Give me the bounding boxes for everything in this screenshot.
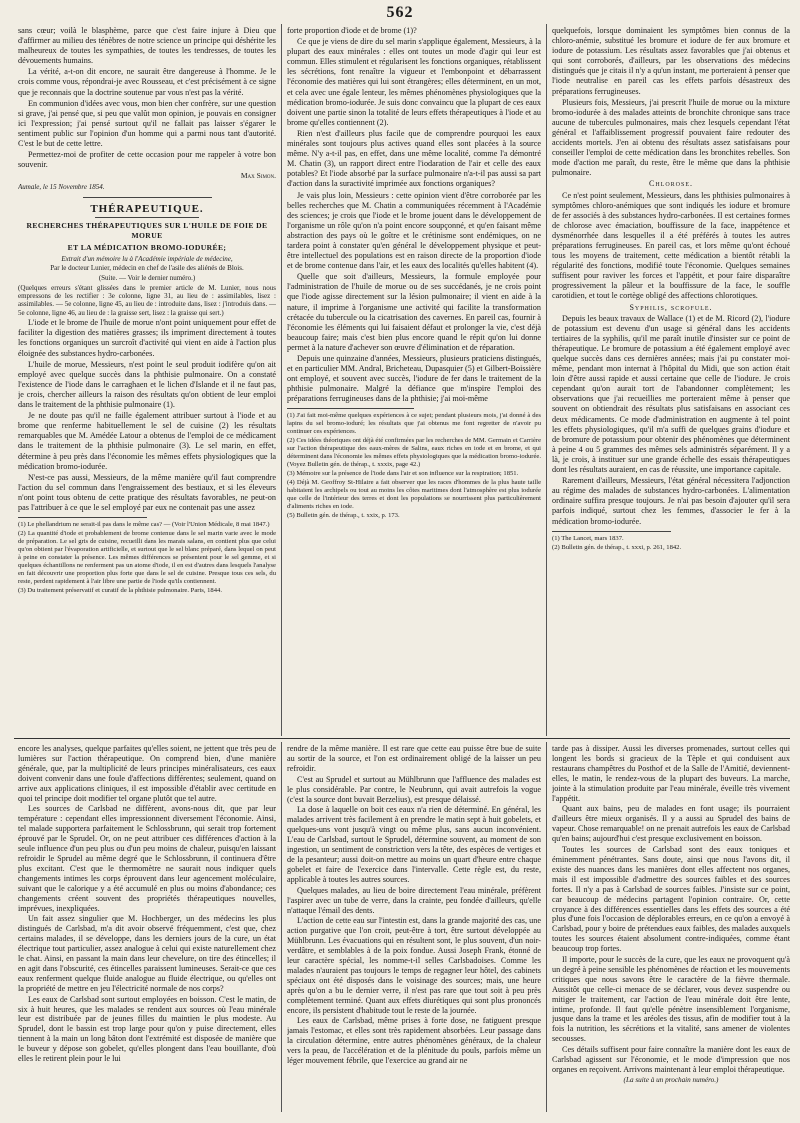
signature: Max Simon. [240, 171, 276, 181]
footnote: (4) Déjà M. Geoffroy St-Hilaire a fait observer que les races d'hommes de la plus haute taille habitaient les archipels ou tout au moins les côtes maritimes dont l'atmosphère est plus iodurée que celle de l'intérieur des terres et dont les populations se nourrissent plus particulièrement d'aliments riches en iode. [287, 479, 541, 511]
footnote-rule [287, 408, 414, 409]
top-column-2 [287, 26, 541, 736]
footnote: (1) J'ai fait moi-même quelques expériences à ce sujet; pendant plusieurs mois, j'ai donné à des lapins du sel bromo-ioduré; les résultats que j'ai obtenus me font regretter de n'avoir pu continuer ces expériences. [287, 412, 541, 436]
divider [83, 197, 212, 198]
paragraph: En communion d'idées avec vous, mon bien cher confrère, sur une question si grave, j'ai pensé que, si peu que valût mon opinion, je pouvais en consigner ici l'expression; j'ai pensé surtout qu'il ne fallait pas laisser s'égarer le sentiment public sur l'opinion d'un homme qui a parmi nous tant d'autorité. C'est le but de cette lettre. [18, 98, 276, 149]
paragraph: Ces détails suffisent pour faire connaître la manière dont les eaux de Carlsbad agissent sur l'économie, et le mode d'impression que nos organes en reçoivent. Arrivons maintenant à leur emploi thérapeutique. [552, 1045, 790, 1074]
paragraph: Rarement d'ailleurs, Messieurs, l'état général nécessitera l'adjonction au régime des malades de substances hydro-carbonées. L'alimentation ordinaire suffira presque toujours. Je n'ai pas besoin d'ajouter qu'il sera parfois indiqué, surtout chez les femmes, d'associer le fer à la médication bromo-iodurée. [552, 476, 790, 526]
footnote-rule [552, 531, 671, 532]
paragraph: Ce n'est point seulement, Messieurs, dans les phthisies pulmonaires à symptômes chloro-anémiques que sont indiqués les iodure et bromure de fer associés à des substances hydro-carbonées. Il est certaines formes de chlorose avec émaciation, bouffissure de la face, inappétence et dysménorrhée dans lesquelles il a été préférés à toutes les autres préparations ferrugineuses. En pareil cas, et lors même qu'ont échoué tous les moyens de traitement, cette médication a bientôt rétabli la régularité des fonctions, modifié toute l'économie. Quelques semaines suffisent pour raviver les forces et l'appétit, et pour faire disparaître progressivement la pâleur et la bouffissure de la face, le souffle carotidien, et tout le cortège obligé des affections chlorotiques. [552, 190, 790, 301]
column-divider [546, 742, 547, 1112]
divider [95, 217, 198, 218]
paragraph: Quant aux bains, peu de malades en font usage; ils pourraient d'ailleurs être mieux organisés. Il y a aussi au Sprudel des bains de vapeur. Chose remarquable! on ne prenait autrefois les eaux de Carlsbad qu'en bains; aujourd'hui c'est presque exclusivement en boisson. [552, 804, 790, 844]
paragraph: C'est au Sprudel et surtout au Mühlbrunn que l'affluence des malades est le plus considérable. Par contre, le Neubrunn, qui avait autrefois la vogue (c'est la source dont buvait Berzelius), est presque délaissé. [287, 774, 541, 804]
footnote-rule [18, 517, 147, 518]
article-title-line-2: ET LA MÉDICATION BROMO-IODURÉE; [67, 242, 227, 252]
page-number: 562 [386, 4, 414, 21]
dateline: Aumale, le 15 Novembre 1854. [18, 183, 105, 192]
paragraph: sans cœur; voilà le blasphème, parce que c'est faire injure à Dieu que d'affirmer au milieu des ténèbres de notre science un principe qui déshérite les malheureux de toutes les sympathies, de toutes les tendresses, de toutes les dévouements humains. [18, 26, 276, 66]
paragraph: Quelle que soit d'ailleurs, Messieurs, la formule employée pour l'administration de l'huile de morue ou de ses succédanés, je ne crois point que l'iode agisse directement sur la lésion pulmonaire; il vient en aide à la nature, il imprime à l'organisme une activité qui facilite la transformation crétacée du tubercule ou la cicatrisation des cavernes. En pareil cas, fournir à l'économie les éléments qui lui faisaient défaut et prolonger la vie, c'est déjà beaucoup faire; mais c'est bien plus encore quand le répit qu'on lui donne permet à la nature d'achever son œuvre d'élimination et de réparation. [287, 272, 541, 352]
paragraph: La dose à laquelle on boit ces eaux n'a rien de déterminé. En général, les malades arrivent très facilement à en prendre le matin sept à huit gobelets, et quelques-uns vont jusqu'à vingt ou même plus, sans aucun inconvénient. L'eau de Carlsbad, surtout le Sprudel, détermine souvent, au moment de son ingestion, un sentiment de constriction vers la tête, des espèces de vertiges et de la pesanteur; aussi doit-on mettre au moins un quart d'heure entre chaque gobelet et faire de l'exercice dans l'intervalle. Cette règle est, du reste, applicable à toutes les autres sources. [287, 805, 541, 884]
paragraph: Je vais plus loin, Messieurs : cette opinion vient d'être corroborée par les belles recherches que M. Chatin a communiquées récemment à l'Académie des sciences; je crois que l'iode et le brome jouent dans le développement de l'organisme un rôle qu'on n'a point encore soupçonné, et qu'en faisant même abstraction des pays où le goître et le crétinisme sont endémiques, on ne tardera point à constater qu'en général le développement physique et peut-être intellectuel des populations est en raison directe de la proportion d'iode et de brome contenue dans l'air, et les eaux des localités qu'elles habitent (4). [287, 190, 541, 271]
paragraph: Ce que je viens de dire du sel marin s'applique également, Messieurs, à la plupart des eaux minérales : elles ont toutes un mode d'agir qui leur est commun. Elles stimulent et régularisent les fonctions organiques, rétablissent les sécrétions, font renaître la vigueur et l'embonpoint et débarrassent l'économie des matières qui lui sont étrangères; elles déterminent, en un mot, et cela avec une égale lenteur, les mêmes phénomènes physiologiques que la médication bromo-iodurée. Je suis donc convaincu que la plupart de ces eaux doivent une partie sinon la totalité de leurs effets thérapeutiques à l'iode et au brome qu'elles contiennent (2). [287, 37, 541, 127]
bottom-column-2 [287, 744, 541, 1116]
paragraph: Depuis les beaux travaux de Wallace (1) et de M. Ricord (2), l'iodure de potassium est devenu d'un usage si général dans les accidents tertiaires de la syphilis, qu'il me paraît inutile d'insister sur ce point de thérapeutique. Le bromure de potassium a été également employé avec quelque succès dans ces dernières années; mais j'ai pu constater moi-même, pendant mon internat à l'hôpital du Midi, que son action était loin d'être aussi rapide et aussi certaine que celle de l'iodure. Je crois cependant qu'on aurait tort de l'abandonner complètement; les observations que j'ai recueillies me porteraient même à penser que souvent on obtiendrait des résultats plus satisfaisans en associant ces deux médicaments. Ce mode d'administration en augmente à tel point les effets physiologiques, qu'il m'a suffi de quelques grains d'iodure et de bromure de potassium pour obtenir des phénomènes que déterminent à peine 4 ou 5 grammes des mêmes sels administrés séparément. Il y a là, je crois, à instituer sur une grande échelle des essais thérapeutiques dont les résultats auraient, en cas de réussite, une importance capitale. [552, 313, 790, 475]
suite-line: (Suite. — Voir le dernier numéro.) [98, 274, 196, 283]
paragraph: Les sources de Carlsbad ne diffèrent, avons-nous dit, que par leur température : cependant elles impressionnent diversement l'économie. Ainsi, tel malade supportera parfaitement le Schlossbrunn, qui serait trop fortement éprouvé par le Sprudel. Or, on ne peut attribuer ces différences d'action à la seule influence d'un peu plus ou d'un peu moins de chaleur, puisqu'en laissant refroidir le Sprudel au même degré que le Schlossbrunn, il continuera d'être plus excitant. C'est que le thermomètre ne saurait nous indiquer quels changements intimes les corps éprouvent dans leur agencement moléculaire, suivant que le calorique y a été accumulé en plus ou moins d'abondance; ces changements créent souvent des propriétés thérapeutiques nouvelles, imprévues, inexpliquées. [18, 804, 276, 913]
column-divider [546, 24, 547, 736]
paragraph: Toutes les sources de Carlsbad sont des eaux toniques et éminemment pénétrantes. Sans doute, ainsi que nous l'avons dit, il existe des nuances dans les manières dont elles affectent nos organes, mais il est impossible d'admettre des sources faibles et des sources fortes. Il n'y a pas à Carlsbad de sources faibles. J'insiste sur ce point, car beaucoup de médecins partagent l'opinion contraire. Or, cette croyance à des différences essentielles dans les effets des sources a été plus d'une fois l'occasion de déplorables erreurs, en ce qu'on a envoyé à Carlsbad, pour y boire de prétendues eaux faibles, des malades auxquels toutes les sources étaient absolument contre-indiquées, comme étant beaucoup trop fortes. [552, 845, 790, 954]
paragraph: Quelques malades, au lieu de boire directement l'eau minérale, préfèrent l'aspirer avec un tube de verre, dans la crainte, peu fondée d'ailleurs, qu'elle n'attaque l'émail des dents. [287, 885, 541, 915]
paragraph: encore les analyses, quelque parfaites qu'elles soient, ne jettent que très peu de lumières sur l'action thérapeutique. On comprend bien, d'une manière générale, que, par la multiplicité de leurs principes minéralisateurs, ces eaux doivent convenir dans une foule d'affections différentes; seulement, quand on arrive aux applications cliniques, il est impossible d'établir avec certitude en quoi tel principe doit modifier tel organe plutôt que tel autre. [18, 744, 276, 803]
article-title: RECHERCHES THÉRAPEUTIQUES SUR L'HUILE DE FOIE DE MORUE [26, 220, 268, 240]
paragraph: Je ne doute pas qu'il ne faille également attribuer surtout à l'iode et au brome que renferme habituellement le sel de cuisine (2) les résultats remarquables que M. Amédée Latour a obtenus de l'emploi de ce médicament dans le traitement de la phthisie pulmonaire (3). Le sel marin, en effet, détermine à peu près dans l'économie les mêmes effets physiologiques que la médication bromo-iodurée. [18, 411, 276, 471]
paragraph: N'est-ce pas aussi, Messieurs, de la même manière qu'il faut comprendre l'action du sel commun dans l'engraissement des bestiaux, et si les éleveurs n'ont point tous obtenu de cette pratique des résultats favorables, ne peut-on pas l'attribuer à ce que le sel employé par eux ne contenait pas une assez [18, 472, 276, 512]
footnote: (1) Le phellandrium ne serait-il pas dans le même cas? — (Voir l'Union Médicale, 8 mai 1847.) [18, 521, 270, 529]
paragraph: L'huile de morue, Messieurs, n'est point le seul produit iodifère qu'on ait employé avec quelque succès dans la phthisie pulmonaire. On a constaté l'existence de l'iode dans le carraghaen et le lichen d'Islande et il ne faut pas, je crois, chercher ailleurs la raison des résultats qu'on obtient de leur emploi dans le traitement de la phthisie pulmonaire (1). [18, 359, 276, 410]
column-divider [281, 24, 282, 736]
footnote: (1) The Lancet, mars 1837. [552, 534, 624, 542]
bottom-column-1 [18, 744, 276, 1116]
footnote: (3) Du traitement préservatif et curatif de la phthisie pulmonaire. Paris, 1844. [18, 587, 222, 595]
paragraph: Un fait assez singulier que M. Hochberger, un des médecins les plus distingués de Carlsbad, m'a dit avoir observé fréquemment, c'est que, chez certains malades, il se développe, dans les derniers jours de la cure, un état électrique tout particulier, assez analogue à celui qui existe naturellement chez le chat. Ainsi, en passant la main dans leur chevelure, on tire des étincelles; il en agit dans l'obscurité, ces étincelles paraissent lumineuses. Serait-ce que ces eaux renferment quelque fluide analogue au fluide électrique, ou qu'elles ont la propriété de mettre en jeu l'électricité normale de nos corps? [18, 914, 276, 993]
section-divider [14, 738, 790, 739]
paragraph: Plusieurs fois, Messieurs, j'ai prescrit l'huile de morue ou la mixture bromo-iodurée à des malades atteints de bronchite chronique sans trace aucune de tubercules pulmonaires, mais chez lesquels cependant l'état général et l'affaiblissement progressif pouvaient faire redouter des accidents mortels. J'en ai obtenu des résultats assez satisfaisans pour conseiller l'emploi de cette médication dans les bronchites rebelles. Son mode d'action me paraît, du reste, être le même que dans la phthisie pulmonaire. [552, 97, 790, 178]
subheading-chlorose: Chlorose. [648, 179, 693, 189]
bottom-column-3 [552, 744, 790, 1116]
paragraph: tarde pas à dissiper. Aussi les diverses promenades, surtout celles qui longent les bords si gracieux de la Tèple et qui conduisent aux restaurans champêtres du Posthof et de la Salle de l'Amitié, deviennent-elles, le matin, le rendez-vous de la plupart des buveurs. La marche, jointe à la stimulation produite par l'eau minérale, éveille très vivement l'appétit. [552, 744, 790, 803]
paragraph: rendre de la même manière. Il est rare que cette eau puisse être bue de suite au sortir de la source, et l'on est ordinairement obligé de la laisser un peu refroidir. [287, 744, 541, 773]
paragraph: Il importe, pour le succès de la cure, que les eaux ne provoquent qu'à un degré à peine sensible les phénomènes de réaction et les mouvements critiques que nous savons être le caractère de la fièvre thermale. Aussitôt que celle-ci menace de se déclarer, vous devez suspendre ou mitiger le traitement, car l'action de l'eau minérale doit être lente, intime, profonde. Il faut qu'elle pénètre insensiblement l'organisme, jusque dans la trame et les aréoles des tissus, afin de modifier tout à la fois la nutrition, les sécrétions et la vitalité, sans amener de violentes secousses. [552, 955, 790, 1044]
top-column-3 [552, 26, 790, 736]
errata-note: (Quelques erreurs s'étant glissées dans le premier article de M. Lunier, nous nous empressons de les rectifier : 3e colonne, ligne 31, au lieu de : assimilables, lisez : assimilables. — 5e colonne, ligne 45, au lieu de : introduite dans, lisez : j'introduis dans. — 5e colonne, ligne 46, au lieu de : la graisse sert, lisez : la graisse qui sert.) [18, 283, 276, 317]
paragraph: Permettez-moi de profiter de cette occasion pour me rappeler à votre bon souvenir. [18, 150, 276, 170]
paragraph: Rien n'est d'ailleurs plus facile que de comprendre pourquoi les eaux minérales sont toujours plus actives quand elles sont placées à la source même. N'y a-t-il pas, en effet, dans une même localité, comme l'a démontré M. Chatin (3), un rapport direct entre l'iodaration de l'air et celle des eaux potables? Et l'iode absorbé par la surface pulmonaire n'a-t-il pas aussi sa part d'action dans la suractivité imprimée aux fonctions organiques? [287, 128, 541, 189]
paragraph: La vérité, a-t-on dit encore, ne saurait être dangereuse à l'homme. Je le crois comme vous, répondrai-je avec Rousseau, et c'est précisément à ce signe que je reconnais que la doctrine soutenue par vous n'est pas la vérité. [18, 67, 276, 97]
footnote: (5) Bulletin gén. de thérap., t. xxix, p. 173. [287, 512, 400, 520]
continuation-note: (La suite à un prochain numéro.) [623, 1075, 719, 1084]
footnote: (3) Mémoire sur la présence de l'iode dans l'air et son influence sur la respiration; 1851. [287, 470, 519, 478]
extract-note: Extrait d'un mémoire lu à l'Académie impériale de médecine, [61, 254, 233, 263]
subheading-syphilis: Syphilis, scrofule. [629, 302, 713, 312]
paragraph: Les eaux de Carlsbad, même prises à forte dose, ne fatiguent presque jamais l'estomac, et elles sont très rapidement absorbées. Leur passage dans la circulation détermine, entre autres phénomènes généraux, de la chaleur vers la peau, de l'accélération et de la plénitude du pouls, parfois même un léger mouvement fébrile, que l'exercice au grand air ne [287, 1016, 541, 1066]
top-column-1 [18, 26, 276, 736]
footnote: (2) Bulletin gén. de thérap., t. xxxi, p. 261, 1842. [552, 543, 682, 551]
paragraph: L'iode et le brome de l'huile de morue n'ont point uniquement pour effet de faciliter la digestion des matières grasses; ils impriment directement à toutes les fonctions organiques un surcroît d'activité qui vient en aide à l'action plus éloignée des substances hydro-carbonées. [18, 318, 276, 358]
paragraph: Les eaux de Carlsbad sont surtout employées en boisson. C'est le matin, de six à huit heures, que les malades se rendent aux sources où l'eau minérale leur est distribuée par de jeunes filles du maintien le plus modeste. Au Sprudel, dont le bassin est trop large pour qu'on y puise directement, elles tiennent à la main un long bâton dont l'extrémité est disposée de manière que le buveur y dépose son gobelet, qu'elles plongent dans l'eau bouillante, d'où elles le retirent plein pour le lui [18, 994, 276, 1064]
footnote: (2) Ces idées théoriques ont déjà été confirmées par les recherches de MM. Germain et Carrière sur l'action thérapeutique des eaux-mères de Salins, eaux riches en iode et en brome, et qui déterminent dans l'économie les mêmes effets physiologiques que la médication bromo-iodurée. (Voyez Bulletin gén. de thérap., t. xxxix, page 42.) [287, 437, 541, 469]
column-divider [281, 742, 282, 1112]
footnote: (2) La quantité d'iode et probablement de brome contenue dans le sel marin varie avec le mode de préparation. Le sel gris de cuisine, recueilli dans les marais salans, en contient plus que celui qu'on obtient par l'évaporation artificielle, et surtout que le sel blanc préparé, dans lequel on peut à peine en constater la présence. Les mêmes différences se présentent pour le sel gemme, et si quelques échantillons ne renferment pas un atome d'iode, il en est d'autres dans lesquels l'analyse en fait découvrir une proportion plus forte que dans le sel de cuisine. Presque tous ces sels, du reste, perdent rapidement à l'air libre une partie de l'iode qu'ils contiennent. [18, 530, 276, 586]
paragraph: Depuis une quinzaine d'années, Messieurs, plusieurs praticiens distingués, et en particulier MM. Andral, Bricheteau, Dupasquier (5) et Gilbert-Boissière ont employé, et souvent avec succès, l'iodure de fer dans le traitement de la phthisie pulmonaire. Malgré la défiance que m'inspire l'emploi des préparations ferrugineuses dans de la phthisie; j'ai moi-même [287, 354, 541, 404]
section-title: THÉRAPEUTIQUE. [90, 202, 204, 215]
paragraph: quelquefois, lorsque dominaient les symptômes bien connus de la chloro-anémie, substitué les bromure et iodure de fer aux bromure et iodure de potassium. Les résultats assez favorables que j'ai obtenus et qui sont corroborés, d'ailleurs, par les observations des médecins distingués que je citais il n'y a qu'un instant, me porteraient à penser que l'iode neutralise en pareil cas les effets parfois désastreux des préparations ferrugineuses. [552, 26, 790, 96]
paragraph: L'action de cette eau sur l'intestin est, dans la grande majorité des cas, une action purgative que l'on croit, peut-être à tort, être surtout développée au Mühlbrunn. Les évacuations qui en résultent sont, le plus souvent, d'un noir-verdâtre, et semblables à de la poix fondue. Aussi Joseph Frank, étonné de leur caractère spécial, les nomme-t-il selles Carlsbadoises. Comme les malades n'auraient pas toujours le temps de regagner leur hôtel, des cabinets spéciaux ont été disposés dans le voisinage des sources; mais, une heure après qu'on a bu le dernier verre, il n'est pas rare que tout soit à peu près complètement terminé. Quant aux effets diurétiques qui sont plus prononcés encore, ils persistent d'habitude tout le reste de la journée. [287, 916, 541, 1015]
author-line: Par le docteur Lunier, médecin en chef de l'asile des aliénés de Blois. [50, 264, 244, 273]
paragraph: forte proportion d'iode et de brome (1)? [287, 26, 417, 35]
